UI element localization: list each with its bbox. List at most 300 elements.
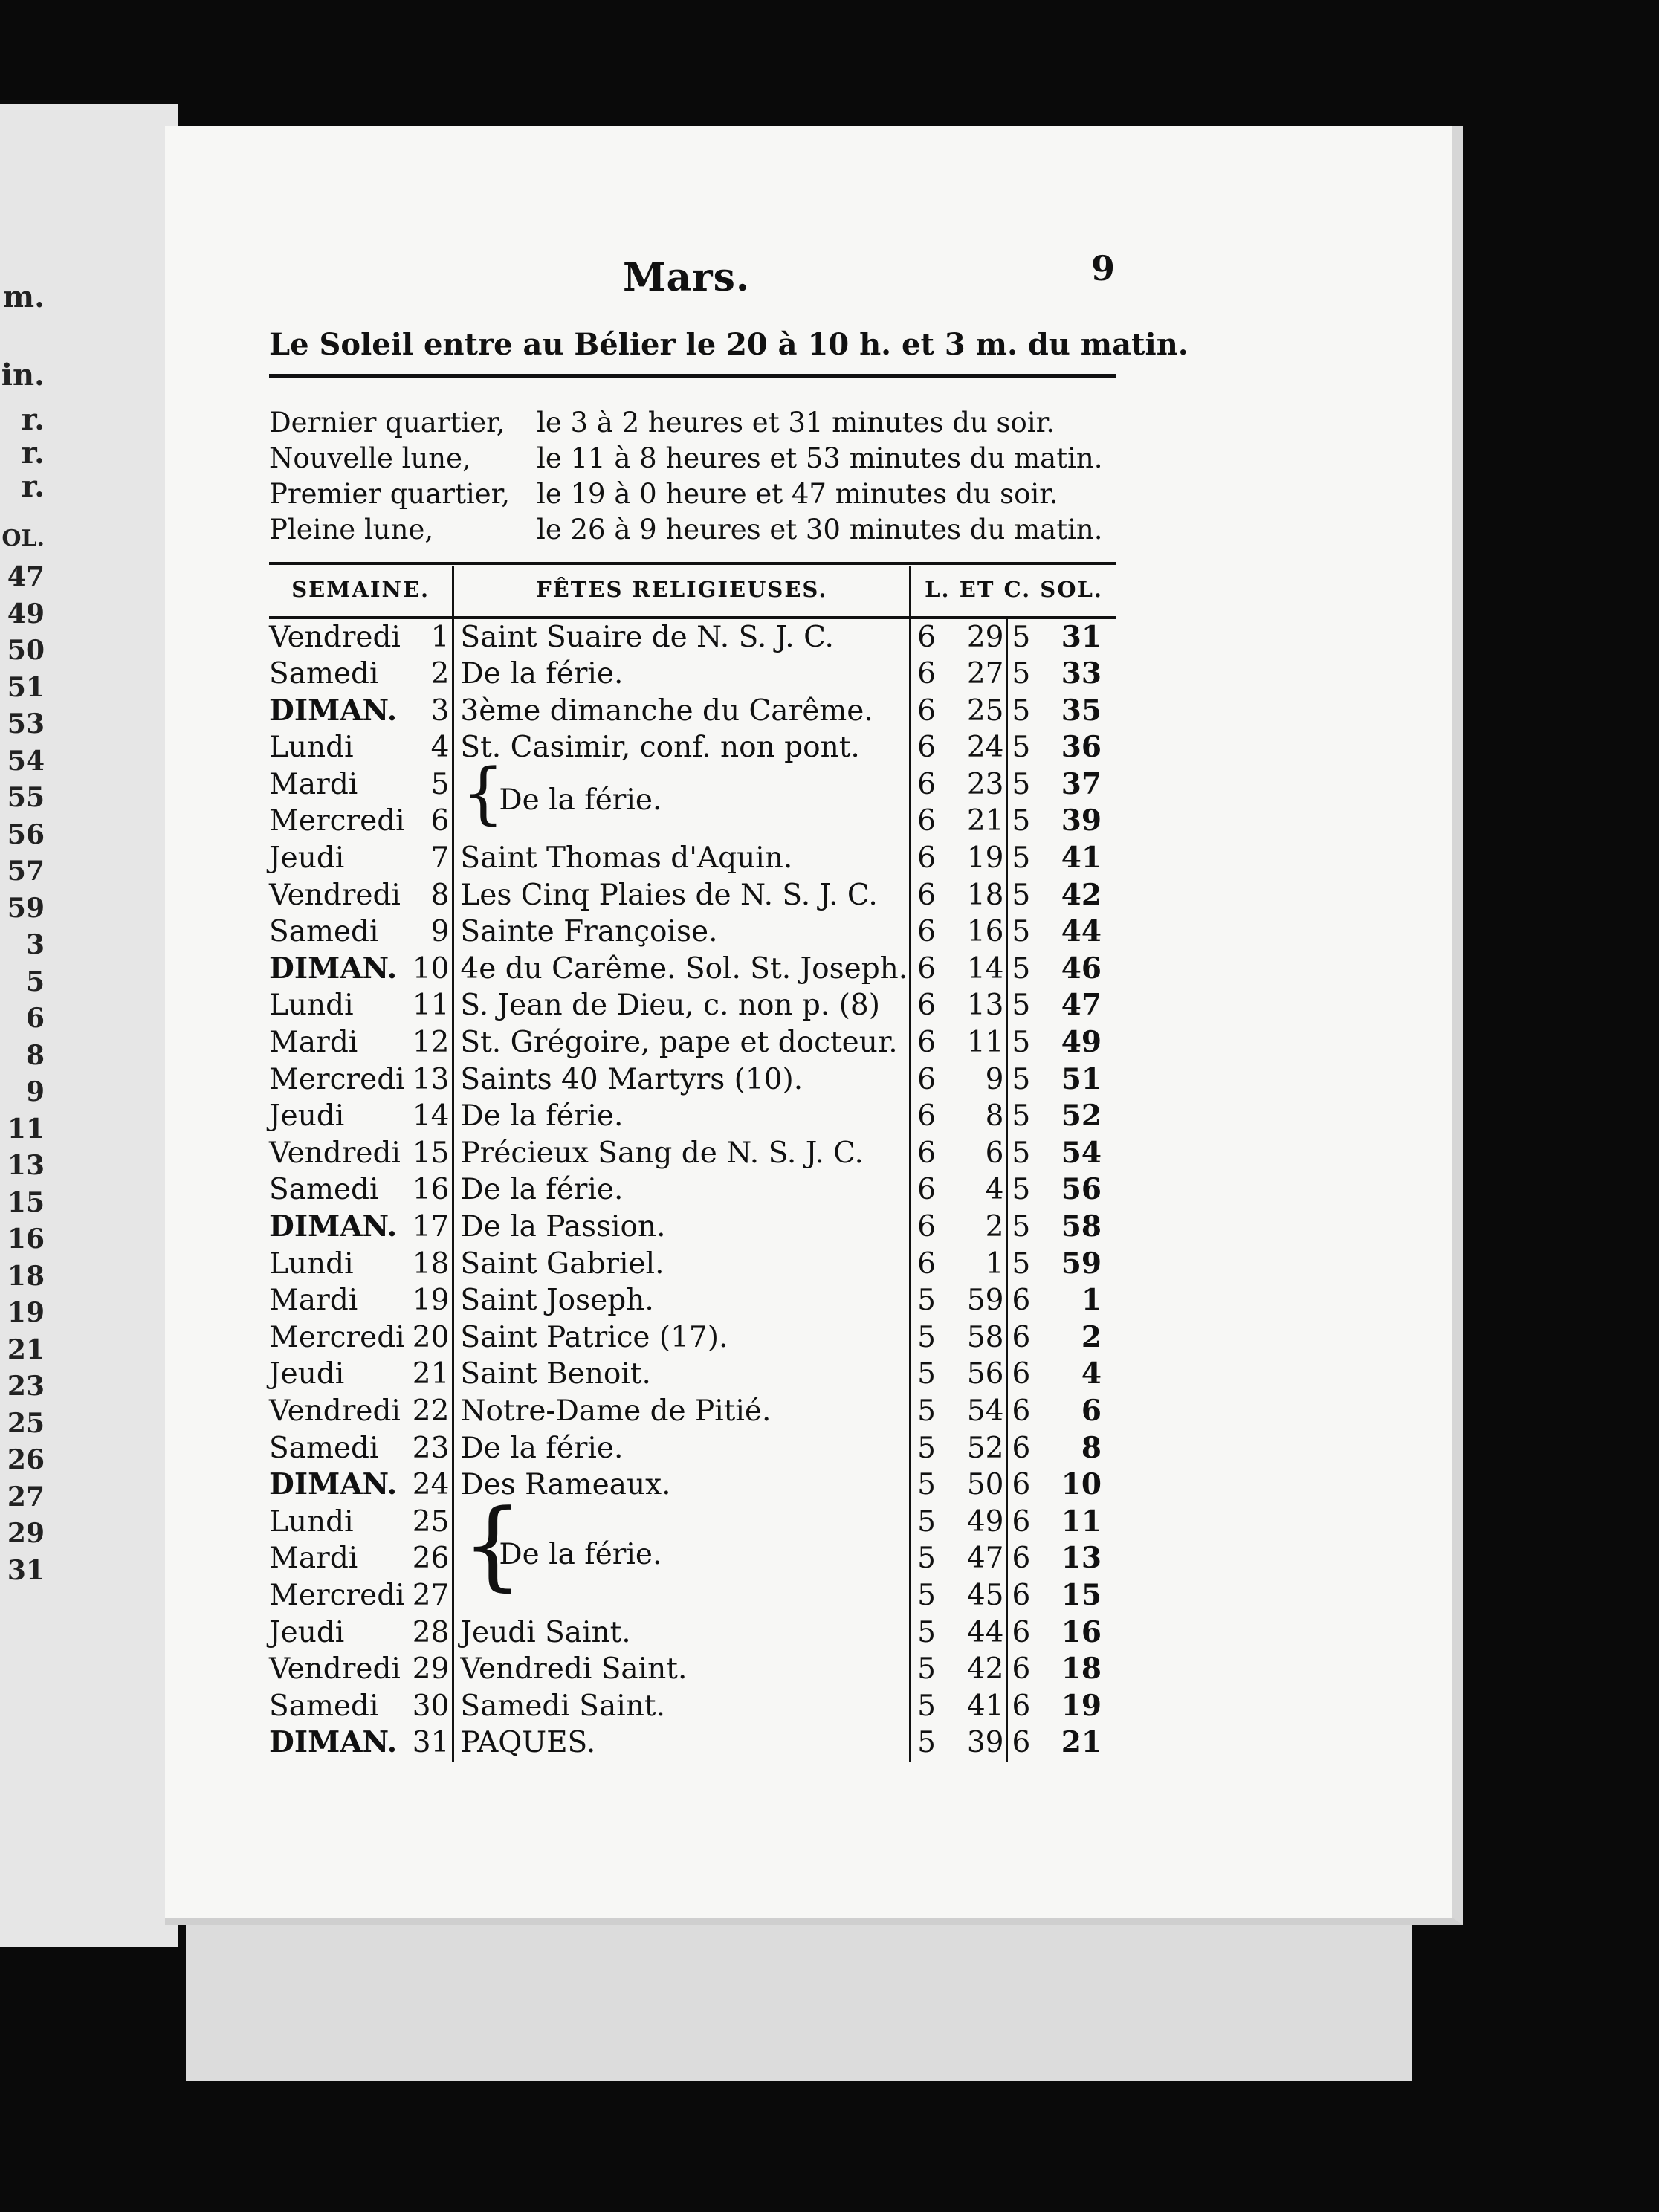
sunrise-hour-cell: 5 <box>917 1615 936 1649</box>
sunrise-minute-cell: 27 <box>956 656 1006 693</box>
sunset-hour-cell: 5 <box>1012 693 1031 728</box>
sunset-hour-cell: 6 <box>1012 1394 1031 1428</box>
feast-cell: De la férie. <box>453 1430 911 1467</box>
sunrise-hour-cell: 6 <box>917 878 936 912</box>
feast-cell: De la Passion. <box>453 1209 911 1246</box>
feast-cell: Saint Benoit. <box>453 1356 911 1394</box>
prev-number: 31 <box>7 1554 45 1586</box>
sunset-minute-cell: 59 <box>1061 1246 1102 1281</box>
table-row <box>269 1209 1116 1246</box>
sunset-minute-cell: 18 <box>1061 1652 1102 1687</box>
page-number: 9 <box>1091 248 1116 288</box>
sunrise-minute-cell: 9 <box>956 1061 1006 1099</box>
moon-phase-name: Dernier quartier, <box>269 407 505 439</box>
sunset-minute-cell: 4 <box>1081 1356 1102 1391</box>
sunset-minute-cell: 41 <box>1061 841 1102 876</box>
feast-cell: De la férie. <box>453 656 911 693</box>
sunrise-hour-cell: 6 <box>917 804 936 838</box>
weekday-cell: Mercredi <box>269 804 405 838</box>
sunset-minute-cell: 49 <box>1061 1025 1102 1060</box>
brace-icon: { <box>462 754 505 833</box>
previous-page-numbers <box>0 559 45 1589</box>
sunset-hour-cell: 6 <box>1012 1578 1031 1612</box>
feast-cell: St. Grégoire, pape et docteur. <box>453 1025 911 1062</box>
sunrise-minute-cell: 16 <box>956 914 1006 951</box>
date-cell: 14 <box>413 1099 453 1136</box>
sunrise-minute-cell: 1 <box>956 1246 1006 1283</box>
date-cell: 11 <box>413 988 453 1025</box>
weekday-cell: Mercredi <box>269 1578 405 1612</box>
prev-number: 16 <box>7 1223 45 1255</box>
sunset-hour-cell: 5 <box>1012 1136 1031 1170</box>
moon-phase-name: Nouvelle lune, <box>269 442 471 474</box>
feast-cell <box>453 1488 911 1602</box>
feast-cell: 4e du Carême. Sol. St. Joseph. <box>453 951 911 988</box>
prev-number: 18 <box>7 1260 45 1292</box>
sunrise-minute-cell: 19 <box>956 841 1006 878</box>
sunrise-hour-cell: 6 <box>917 915 936 949</box>
sunset-hour-cell: 5 <box>1012 841 1031 876</box>
feast-cell: Saint Suaire de N. S. J. C. <box>453 618 911 656</box>
sunrise-minute-cell: 18 <box>956 877 1006 914</box>
table-row <box>269 1319 1116 1356</box>
sunrise-hour-cell: 6 <box>917 657 936 691</box>
date-cell: 3 <box>413 693 453 730</box>
sunrise-hour-cell: 5 <box>917 1504 936 1539</box>
prev-number: 59 <box>7 892 45 924</box>
sunrise-minute-cell: 23 <box>956 766 1006 803</box>
sunset-minute-cell: 37 <box>1061 766 1102 801</box>
prev-fragment: OL. <box>1 525 45 552</box>
table-row <box>269 1504 1116 1541</box>
sunset-hour-cell: 5 <box>1012 1062 1031 1096</box>
sunset-minute-cell: 46 <box>1061 951 1102 986</box>
sunset-minute-cell: 35 <box>1061 693 1102 728</box>
sunrise-hour-cell: 5 <box>917 1431 936 1465</box>
date-cell: 18 <box>413 1246 453 1283</box>
sunrise-minute-cell: 42 <box>956 1652 1006 1689</box>
page-title: Mars. <box>623 255 751 300</box>
table-row <box>269 1725 1116 1762</box>
prev-number: 55 <box>7 782 45 813</box>
sunset-minute-cell: 19 <box>1061 1688 1102 1723</box>
moon-phase-text: le 19 à 0 heure et 47 minutes du soir. <box>537 478 1058 510</box>
weekday-cell: Samedi <box>269 1173 379 1207</box>
sunset-minute-cell: 54 <box>1061 1135 1102 1170</box>
weekday-cell: Vendredi <box>269 620 401 654</box>
table-row <box>269 730 1116 767</box>
sunrise-hour-cell: 6 <box>917 841 936 876</box>
prev-number: 26 <box>7 1444 45 1475</box>
sunrise-hour-cell: 6 <box>917 951 936 986</box>
table-row <box>269 877 1116 914</box>
date-cell: 9 <box>413 914 453 951</box>
header-rule <box>269 374 1116 378</box>
moon-phase-text: le 11 à 8 heures et 53 minutes du matin. <box>537 442 1103 474</box>
feast-cell: Les Cinq Plaies de N. S. J. C. <box>453 877 911 914</box>
weekday-cell: Mercredi <box>269 1062 405 1096</box>
sunrise-minute-cell: 44 <box>956 1614 1006 1652</box>
prev-number: 29 <box>7 1518 45 1549</box>
prev-number: 51 <box>7 671 45 703</box>
sunset-hour-cell: 6 <box>1012 1689 1031 1723</box>
table-row <box>269 1614 1116 1652</box>
weekday-cell: Samedi <box>269 1689 379 1723</box>
sunset-hour-cell: 5 <box>1012 804 1031 838</box>
weekday-cell: Lundi <box>269 731 354 765</box>
moon-rule <box>269 562 1116 565</box>
table-row <box>269 1025 1116 1062</box>
feast-cell: Saints 40 Martyrs (10). <box>453 1061 911 1099</box>
sunrise-minute-cell: 41 <box>956 1688 1006 1725</box>
sunrise-hour-cell: 6 <box>917 1136 936 1170</box>
sun-entry-line: Le Soleil entre au Bélier le 20 à 10 h. et 3 m. du matin. <box>269 327 1189 362</box>
header-fetes: FÊTES RELIGIEUSES. <box>453 566 911 618</box>
sunset-minute-cell: 39 <box>1061 803 1102 838</box>
prev-number: 8 <box>25 1039 45 1071</box>
prev-number: 5 <box>25 966 45 997</box>
sunset-hour-cell: 5 <box>1012 915 1031 949</box>
sunset-minute-cell: 13 <box>1061 1541 1102 1576</box>
sunrise-hour-cell: 6 <box>917 693 936 728</box>
date-cell: 13 <box>413 1061 453 1099</box>
moon-phase-text: le 3 à 2 heures et 31 minutes du soir. <box>537 407 1055 439</box>
date-cell: 31 <box>413 1725 453 1762</box>
prev-number: 27 <box>7 1481 45 1513</box>
sunrise-minute-cell: 39 <box>956 1725 1006 1762</box>
sunset-hour-cell: 6 <box>1012 1468 1031 1502</box>
weekday-cell: Mercredi <box>269 1320 405 1354</box>
sunset-hour-cell: 6 <box>1012 1284 1031 1318</box>
date-cell: 10 <box>413 951 453 988</box>
date-cell: 25 <box>413 1504 453 1541</box>
sunrise-minute-cell: 11 <box>956 1025 1006 1062</box>
date-cell: 24 <box>413 1467 453 1504</box>
sunset-minute-cell: 6 <box>1081 1393 1102 1428</box>
sunrise-hour-cell: 6 <box>917 767 936 801</box>
weekday-cell: Lundi <box>269 1246 354 1281</box>
sunrise-minute-cell: 2 <box>956 1209 1006 1246</box>
sunset-minute-cell: 58 <box>1061 1209 1102 1244</box>
weekday-cell: DIMAN. <box>269 693 398 728</box>
sunset-hour-cell: 6 <box>1012 1726 1031 1760</box>
prev-fragment: r. <box>21 469 45 504</box>
date-cell: 19 <box>413 1283 453 1320</box>
feast-cell: 3ème dimanche du Carême. <box>453 693 911 730</box>
header-soleil: L. ET C. SOL. <box>911 566 1116 618</box>
table-row <box>269 1652 1116 1689</box>
table-row <box>269 951 1116 988</box>
sunrise-hour-cell: 5 <box>917 1726 936 1760</box>
prev-number: 54 <box>7 745 45 777</box>
sunset-minute-cell: 8 <box>1081 1430 1102 1465</box>
sunrise-minute-cell: 21 <box>956 803 1006 841</box>
sunset-hour-cell: 5 <box>1012 878 1031 912</box>
table-header-row <box>269 566 1116 618</box>
feast-cell: Saint Patrice (17). <box>453 1319 911 1356</box>
sunset-minute-cell: 15 <box>1061 1577 1102 1612</box>
sunrise-hour-cell: 5 <box>917 1468 936 1502</box>
prev-number: 19 <box>7 1297 45 1328</box>
weekday-cell: DIMAN. <box>269 1725 398 1760</box>
date-cell: 16 <box>413 1172 453 1209</box>
sunrise-hour-cell: 6 <box>917 1210 936 1244</box>
weekday-cell: Samedi <box>269 657 379 691</box>
table-row <box>269 1061 1116 1099</box>
feast-cell <box>453 754 911 833</box>
date-cell: 6 <box>413 803 453 841</box>
weekday-cell: Jeudi <box>269 841 345 876</box>
table-row <box>269 1356 1116 1394</box>
prev-number: 56 <box>7 818 45 850</box>
feast-cell: Jeudi Saint. <box>453 1614 911 1652</box>
prev-fragment: in. <box>1 358 45 392</box>
moon-phase-text: le 26 à 9 heures et 30 minutes du matin. <box>537 514 1103 546</box>
sunrise-hour-cell: 6 <box>917 1173 936 1207</box>
sunset-minute-cell: 56 <box>1061 1172 1102 1207</box>
sunrise-hour-cell: 5 <box>917 1320 936 1354</box>
sunset-hour-cell: 6 <box>1012 1431 1031 1465</box>
feast-cell: Précieux Sang de N. S. J. C. <box>453 1135 911 1172</box>
feast-cell: Saint Joseph. <box>453 1283 911 1320</box>
prev-number: 25 <box>7 1407 45 1439</box>
weekday-cell: Vendredi <box>269 878 401 912</box>
date-cell: 29 <box>413 1652 453 1689</box>
previous-page-fragments <box>0 275 45 557</box>
prev-number: 49 <box>7 598 45 630</box>
date-cell: 7 <box>413 841 453 878</box>
sunset-minute-cell: 16 <box>1061 1614 1102 1649</box>
table-row <box>269 914 1116 951</box>
table-row <box>269 656 1116 693</box>
sunrise-hour-cell: 5 <box>917 1542 936 1576</box>
sunset-minute-cell: 11 <box>1061 1504 1102 1539</box>
table-row <box>269 1393 1116 1430</box>
sunset-hour-cell: 5 <box>1012 989 1031 1023</box>
sunrise-hour-cell: 5 <box>917 1689 936 1723</box>
header-semaine: SEMAINE. <box>269 566 453 618</box>
feast-cell: De la férie. <box>453 1099 911 1136</box>
weekday-cell: Mardi <box>269 1026 358 1060</box>
table-row <box>269 766 1116 803</box>
sunrise-hour-cell: 6 <box>917 1246 936 1281</box>
sunset-minute-cell: 21 <box>1061 1725 1102 1760</box>
feast-cell: Vendredi Saint. <box>453 1652 911 1689</box>
sunrise-minute-cell: 52 <box>956 1430 1006 1467</box>
sunrise-minute-cell: 45 <box>956 1577 1006 1614</box>
feast-cell: Des Rameaux. <box>453 1467 911 1504</box>
feast-cell: Sainte Françoise. <box>453 914 911 951</box>
sunset-minute-cell: 33 <box>1061 656 1102 691</box>
date-cell: 28 <box>413 1614 453 1652</box>
sunset-hour-cell: 6 <box>1012 1320 1031 1354</box>
sunrise-hour-cell: 5 <box>917 1578 936 1612</box>
prev-number: 3 <box>25 929 45 960</box>
sunset-hour-cell: 6 <box>1012 1652 1031 1687</box>
weekday-cell: DIMAN. <box>269 1209 398 1244</box>
sunset-hour-cell: 5 <box>1012 767 1031 801</box>
table-row <box>269 803 1116 841</box>
sunrise-minute-cell: 25 <box>956 693 1006 730</box>
sunrise-minute-cell: 14 <box>956 951 1006 988</box>
sunset-minute-cell: 2 <box>1081 1319 1102 1354</box>
prev-fragment: m. <box>2 279 45 314</box>
prev-number: 11 <box>7 1113 45 1145</box>
weekday-cell: DIMAN. <box>269 951 398 986</box>
table-row <box>269 1172 1116 1209</box>
sunrise-minute-cell: 58 <box>956 1319 1006 1356</box>
feast-cell: Saint Gabriel. <box>453 1246 911 1283</box>
brace-icon: { <box>462 1488 524 1602</box>
calendar-table <box>269 566 1116 1762</box>
prev-number: 50 <box>7 635 45 666</box>
sunrise-hour-cell: 6 <box>917 731 936 765</box>
feast-cell: PAQUES. <box>453 1725 911 1762</box>
weekday-cell: Jeudi <box>269 1099 345 1134</box>
sunrise-hour-cell: 5 <box>917 1652 936 1687</box>
weekday-cell: Vendredi <box>269 1394 401 1428</box>
weekday-cell: Mardi <box>269 1542 358 1576</box>
table-row <box>269 1099 1116 1136</box>
date-cell: 21 <box>413 1356 453 1394</box>
date-cell: 17 <box>413 1209 453 1246</box>
sunset-minute-cell: 1 <box>1081 1283 1102 1318</box>
date-cell: 2 <box>413 656 453 693</box>
table-row <box>269 1467 1116 1504</box>
prev-number: 15 <box>7 1186 45 1218</box>
table-row <box>269 1688 1116 1725</box>
brace-group-label: De la férie. <box>499 1538 662 1572</box>
sunrise-minute-cell: 4 <box>956 1172 1006 1209</box>
sunrise-minute-cell: 47 <box>956 1541 1006 1578</box>
sunset-minute-cell: 36 <box>1061 730 1102 765</box>
table-row <box>269 1135 1116 1172</box>
sunset-hour-cell: 6 <box>1012 1357 1031 1391</box>
date-cell: 1 <box>413 618 453 656</box>
sunrise-minute-cell: 54 <box>956 1393 1006 1430</box>
sunset-hour-cell: 5 <box>1012 1246 1031 1281</box>
moon-phase-row <box>269 476 1058 512</box>
moon-phase-row <box>269 441 1103 476</box>
prev-fragment: r. <box>21 402 45 437</box>
sunrise-hour-cell: 5 <box>917 1357 936 1391</box>
sunset-minute-cell: 44 <box>1061 914 1102 949</box>
weekday-cell: Samedi <box>269 915 379 949</box>
feast-cell: S. Jean de Dieu, c. non p. (8) <box>453 988 911 1025</box>
prev-number: 47 <box>7 561 45 592</box>
sunrise-hour-cell: 5 <box>917 1394 936 1428</box>
table-row <box>269 988 1116 1025</box>
sunset-hour-cell: 5 <box>1012 1026 1031 1060</box>
sunrise-minute-cell: 59 <box>956 1283 1006 1320</box>
sunrise-hour-cell: 5 <box>917 1284 936 1318</box>
feast-cell: Samedi Saint. <box>453 1688 911 1725</box>
brace-group-label: De la férie. <box>499 783 662 818</box>
moon-phase-row <box>269 512 1103 548</box>
table-row <box>269 841 1116 878</box>
table-row <box>269 1430 1116 1467</box>
prev-number: 21 <box>7 1333 45 1365</box>
sunrise-minute-cell: 29 <box>956 618 1006 656</box>
prev-number: 57 <box>7 856 45 887</box>
moon-phase-name: Pleine lune, <box>269 514 434 546</box>
sunrise-minute-cell: 56 <box>956 1356 1006 1394</box>
feast-cell: Saint Thomas d'Aquin. <box>453 841 911 878</box>
sunset-hour-cell: 5 <box>1012 951 1031 986</box>
sunrise-hour-cell: 6 <box>917 1062 936 1096</box>
weekday-cell: Vendredi <box>269 1652 401 1687</box>
sunset-minute-cell: 47 <box>1061 988 1102 1023</box>
sunrise-minute-cell: 8 <box>956 1099 1006 1136</box>
sunrise-minute-cell: 49 <box>956 1504 1006 1541</box>
date-cell: 23 <box>413 1430 453 1467</box>
prev-number: 23 <box>7 1371 45 1402</box>
moon-phase-name: Premier quartier, <box>269 478 510 510</box>
prev-number: 13 <box>7 1150 45 1181</box>
weekday-cell: Vendredi <box>269 1136 401 1170</box>
sunset-hour-cell: 6 <box>1012 1542 1031 1576</box>
sunset-minute-cell: 52 <box>1061 1099 1102 1134</box>
weekday-cell: DIMAN. <box>269 1467 398 1502</box>
weekday-cell: Lundi <box>269 1504 354 1539</box>
sunset-hour-cell: 5 <box>1012 657 1031 691</box>
date-cell: 27 <box>413 1577 453 1614</box>
sunrise-minute-cell: 6 <box>956 1135 1006 1172</box>
sunrise-minute-cell: 50 <box>956 1467 1006 1504</box>
sunrise-hour-cell: 6 <box>917 1099 936 1134</box>
date-cell: 5 <box>413 766 453 803</box>
table-row <box>269 693 1116 730</box>
sunset-hour-cell: 5 <box>1012 620 1031 654</box>
sunrise-hour-cell: 6 <box>917 620 936 654</box>
date-cell: 30 <box>413 1688 453 1725</box>
sunset-hour-cell: 5 <box>1012 731 1031 765</box>
date-cell: 26 <box>413 1541 453 1578</box>
date-cell: 15 <box>413 1135 453 1172</box>
table-row <box>269 618 1116 656</box>
date-cell: 22 <box>413 1393 453 1430</box>
moon-phase-row <box>269 405 1055 441</box>
date-cell: 12 <box>413 1025 453 1062</box>
sunset-hour-cell: 6 <box>1012 1504 1031 1539</box>
sunrise-minute-cell: 24 <box>956 730 1006 767</box>
sunset-minute-cell: 10 <box>1061 1467 1102 1502</box>
table-row <box>269 1577 1116 1614</box>
feast-cell: Notre-Dame de Pitié. <box>453 1393 911 1430</box>
prev-fragment: r. <box>21 436 45 470</box>
weekday-cell: Lundi <box>269 989 354 1023</box>
prev-number: 9 <box>25 1076 45 1107</box>
table-row <box>269 1246 1116 1283</box>
weekday-cell: Jeudi <box>269 1615 345 1649</box>
sunset-hour-cell: 6 <box>1012 1615 1031 1649</box>
weekday-cell: Jeudi <box>269 1357 345 1391</box>
weekday-cell: Mardi <box>269 1284 358 1318</box>
sunset-minute-cell: 31 <box>1061 619 1102 654</box>
sunset-hour-cell: 5 <box>1012 1173 1031 1207</box>
sunset-minute-cell: 51 <box>1061 1061 1102 1096</box>
prev-number: 6 <box>25 1003 45 1034</box>
sunset-hour-cell: 5 <box>1012 1099 1031 1134</box>
weekday-cell: Mardi <box>269 767 358 801</box>
feast-cell: De la férie. <box>453 1172 911 1209</box>
table-row <box>269 1541 1116 1578</box>
sunset-minute-cell: 42 <box>1061 877 1102 912</box>
calendar-body <box>269 618 1116 1762</box>
weekday-cell: Samedi <box>269 1431 379 1465</box>
date-cell: 8 <box>413 877 453 914</box>
date-cell: 4 <box>413 730 453 767</box>
